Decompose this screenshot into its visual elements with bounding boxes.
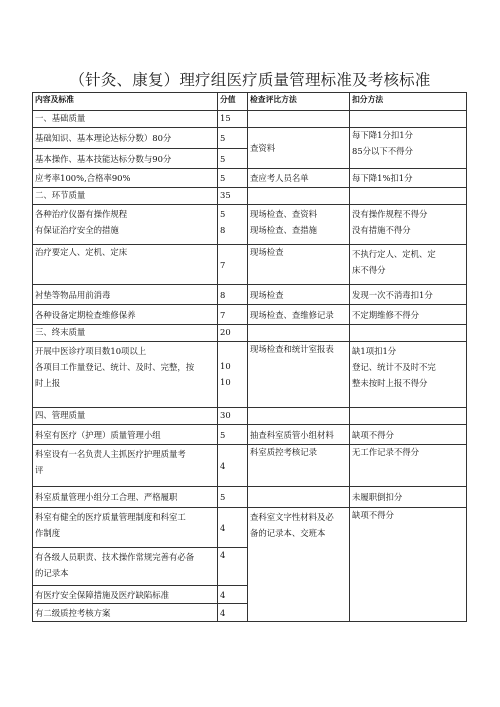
score-line: 10 (220, 361, 231, 372)
content-line: 时上报 (35, 377, 61, 388)
content-line: 作制度 (35, 527, 61, 538)
deduct-line: 85分以下不得分 (352, 145, 413, 156)
row-content (33, 548, 218, 586)
score-line: 10 (220, 377, 231, 387)
deduct-line: 整未按时上报不得分 (352, 377, 428, 388)
deduct-line: 缺1项扣1分 (352, 346, 397, 356)
table-row (33, 342, 467, 408)
row-content: 各种设备定期检查维修保养 (33, 305, 218, 325)
content-line: 的记录本 (35, 567, 69, 578)
row-content: 有二级质控考核方案 (33, 604, 218, 622)
deduct-line: 没有措施不得分 (352, 224, 411, 235)
row-method (248, 508, 350, 622)
row-content (33, 205, 218, 245)
row-deduct: 无工作记录不得分 (350, 445, 467, 487)
row-score: 4 (218, 508, 248, 548)
row-content: 科室有医疗（护理）质量管理小组 (33, 425, 218, 445)
standards-table (32, 92, 467, 622)
row-deduct: 每下降1%扣1分 (350, 169, 467, 188)
section-heading-row (33, 111, 467, 128)
page-title: （针灸、康复）理疗组医疗质量管理标准及考核标准 (69, 71, 431, 89)
table-row (33, 305, 467, 325)
header-content: 内容及标准 (33, 93, 218, 111)
row-deduct: 缺项不得分 (350, 425, 467, 445)
row-score: 7 (218, 245, 248, 285)
method-line: 备的记录本、交班本 (250, 527, 326, 538)
row-content: 衬垫等物品用前消毒 (33, 285, 218, 305)
row-content: 有医疗安全保障措施及医疗缺陷标准 (33, 586, 218, 604)
section-score: 15 (218, 111, 248, 128)
row-method (248, 205, 350, 245)
content-line: 有保证治疗安全的措施 (35, 224, 119, 235)
score-line: 8 (220, 224, 226, 235)
table-header-row (33, 93, 467, 111)
row-method: 现场检查 (248, 285, 350, 305)
row-score (218, 342, 248, 408)
row-score: 4 (218, 586, 248, 604)
row-method: 查资料 (248, 128, 350, 169)
row-content: 科室质量管理小组分工合理、严格履职 (33, 487, 218, 508)
header-deduct: 扣分方法 (350, 93, 467, 111)
row-deduct: 不定期维修不得分 (350, 305, 467, 325)
row-deduct (350, 128, 467, 169)
row-deduct (350, 342, 467, 408)
row-content: 治疗要定人、定机、定床 (33, 245, 218, 285)
deduct-line: 每下降1分扣1分 (352, 130, 413, 140)
row-score (218, 205, 248, 245)
row-content (33, 342, 218, 408)
row-method: 科室质控考核记录 (248, 445, 350, 487)
row-method: 抽查科室质管小组材料 (248, 425, 350, 445)
content-line: 各种治疗仪器有操作规程 (35, 209, 128, 219)
row-deduct (350, 205, 467, 245)
table-row (33, 128, 467, 149)
deduct-line: 不执行定人、定机、定 (352, 249, 436, 259)
row-score: 4 (218, 604, 248, 622)
row-method: 现场检查、查维修记录 (248, 305, 350, 325)
row-score: 7 (218, 305, 248, 325)
section-score: 30 (218, 408, 248, 425)
content-line: 各项目工作量登记、统计、及时、完整，按 (35, 361, 195, 372)
row-score: 5 (218, 149, 248, 169)
method-line: 现场检查、查措施 (250, 224, 317, 235)
table-row (33, 487, 467, 508)
section-score: 35 (218, 188, 248, 205)
row-content: 基础知识、基本理论达标分数）80分 (33, 128, 218, 149)
header-method: 检查评比方法 (248, 93, 350, 111)
content-line: 有各级人员职责、技术操作常规完善有必备 (35, 552, 195, 562)
content-line: 评 (35, 464, 44, 475)
row-score: 4 (218, 548, 248, 586)
table-row (33, 205, 467, 245)
method-line: 查科室文字性材料及必 (250, 512, 334, 522)
row-content (33, 508, 218, 548)
section-heading-row (33, 325, 467, 342)
row-deduct: 发现一次不消毒扣1分 (350, 285, 467, 305)
header-score: 分值 (218, 93, 248, 111)
content-line: 科室设有一名负责人主抓医疗护理质量考 (35, 449, 186, 459)
section-score: 20 (218, 325, 248, 342)
row-content: 应考率100%,合格率90% (33, 169, 218, 188)
row-deduct: 未履职倒扣分 (350, 487, 467, 508)
table-row (33, 508, 467, 548)
row-content (33, 445, 218, 487)
row-score: 5 (218, 128, 248, 149)
deduct-line: 没有操作规程不得分 (352, 209, 428, 219)
row-score: 8 (218, 285, 248, 305)
row-score: 5 (218, 487, 248, 508)
table-row (33, 425, 467, 445)
row-score: 5 (218, 169, 248, 188)
row-score: 5 (218, 425, 248, 445)
table-row (33, 169, 467, 188)
row-deduct: 缺项不得分 (350, 508, 467, 622)
section-heading: 四、管理质量 (33, 408, 218, 425)
content-line: 科室有健全的医疗质量管理制度和科室工 (35, 512, 186, 522)
row-content: 基本操作、基本技能达标分数与90分 (33, 149, 218, 169)
content-line: 开展中医诊疗项目数10项以上 (35, 346, 147, 356)
table-row (33, 285, 467, 305)
section-heading-row (33, 408, 467, 425)
section-heading: 二、环节质量 (33, 188, 218, 205)
row-method: 现场检查和统计室报表 (248, 342, 350, 408)
deduct-line: 登记、统计不及时不完 (352, 361, 436, 372)
section-heading: 三、终末质量 (33, 325, 218, 342)
method-line: 现场检查、查资料 (250, 209, 317, 219)
section-heading-row (33, 188, 467, 205)
row-deduct (350, 245, 467, 285)
section-heading: 一、基础质量 (33, 111, 218, 128)
row-score: 4 (218, 445, 248, 487)
table-row (33, 245, 467, 285)
table-row (33, 445, 467, 487)
score-line: 5 (220, 209, 226, 219)
row-method: 现场检查 (248, 245, 350, 285)
row-method: 查应考人员名单 (248, 169, 350, 188)
deduct-line: 床不得分 (352, 264, 386, 275)
